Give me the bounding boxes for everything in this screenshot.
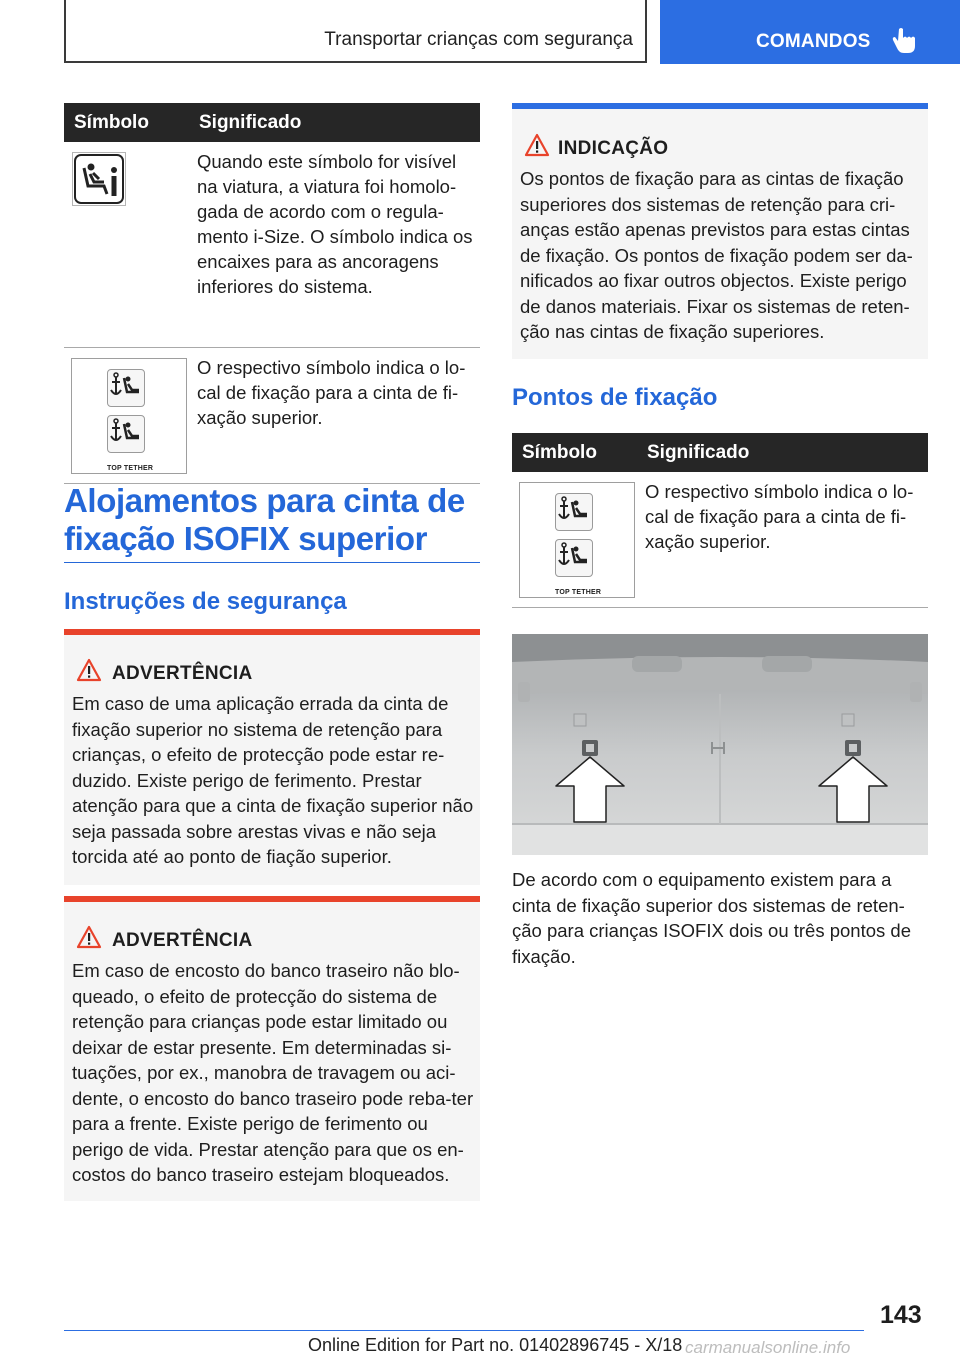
pointing-hand-icon — [892, 27, 916, 55]
tether-anchor-photo — [512, 634, 928, 855]
table-row — [512, 472, 928, 607]
table-row — [64, 347, 480, 483]
isize-symbol-icon — [72, 152, 126, 206]
symbol-table-left — [64, 103, 480, 484]
chapter-title: Transportar crianças com segurança — [324, 29, 633, 50]
footer-edition: Online Edition for Part no. 01402896745 - X/18 — [308, 1335, 683, 1355]
photo-caption: De acordo com o equipamento existem para a cinta de fixação superior dos sistemas de reten-ção para crianças ISOFIX dois ou três pontos de fixação. — [512, 869, 911, 967]
subheading-points: Pontos de fixação — [512, 384, 718, 411]
subheading-safety: Instruções de segurança — [64, 588, 347, 615]
warning-text: Em caso de encosto do banco traseiro não blo-queado, o efeito de protecção do sistema de retenção para crianças pode estar limitado ou deixar de estar presente. Em determinadas si-tuações, por ex., manobra de travagem ou aci-dente, o encosto do banco traseiro pode reba-ter para a frente. Existe perigo de ferimento ou perigo de vida. Prestar atenção para que os en-costos do banco traseiro estejam bloqueados. — [72, 960, 474, 1185]
heading-rule — [64, 562, 480, 563]
warning-triangle-icon — [76, 925, 102, 949]
top-tether-symbol — [71, 358, 187, 474]
col-header-symbol: Símbolo — [64, 103, 187, 142]
warning-title: ADVERTÊNCIA — [112, 663, 253, 684]
symbol-table-right — [512, 433, 928, 608]
page-number: 143 — [880, 1301, 922, 1329]
warning-box — [64, 896, 480, 1201]
anchor-seat-icon — [107, 415, 145, 453]
row-meaning: O respectivo símbolo indica o lo-cal de fixação para a cinta de fi-xação superior. — [635, 472, 928, 607]
warning-box — [64, 629, 480, 885]
top-tether-symbol — [519, 482, 635, 598]
section-heading: Alojamentos para cinta de fixação ISOFIX superior — [64, 482, 465, 557]
watermark: carmanualsonline.info — [685, 1338, 851, 1357]
col-header-symbol: Símbolo — [512, 433, 635, 472]
top-tether-caption: TOP TETHER — [555, 589, 602, 596]
section-tab-label: COMANDOS — [756, 31, 871, 52]
header-frame — [64, 0, 647, 63]
anchor-seat-icon — [555, 539, 593, 577]
col-header-meaning: Significado — [187, 103, 480, 142]
footer-rule — [64, 1330, 864, 1331]
top-tether-caption: TOP TETHER — [107, 464, 154, 472]
row-meaning: O respectivo símbolo indica o lo-cal de fixação para a cinta de fi-xação superior. — [187, 347, 480, 483]
warning-title: ADVERTÊNCIA — [112, 930, 253, 951]
anchor-seat-icon — [107, 369, 145, 407]
anchor-seat-icon — [555, 493, 593, 531]
notice-triangle-icon — [524, 133, 550, 157]
table-row — [64, 142, 480, 347]
note-title: INDICAÇÃO — [558, 138, 669, 159]
row-meaning: Quando este símbolo for visível na viatura, a viatura foi homolo-gada de acordo com o regula-mento i-Size. O símbolo indica os encaixes para as ancoragens inferiores do sistema. — [187, 142, 480, 347]
section-tab[interactable] — [660, 0, 960, 64]
warning-text: Em caso de uma aplicação errada da cinta de fixação superior no sistema de retenção para crianças, o efeito de protecção pode estar re-duzido. Existe perigo de ferimento. Prestar atenção para que a cinta de fixação superior não seja passada sobre arestas vivas e não seja torcida até ao ponto de fiação superior. — [72, 693, 474, 867]
col-header-meaning: Significado — [635, 433, 928, 472]
note-box — [512, 103, 928, 359]
note-text: Os pontos de fixação para as cintas de fixação superiores dos sistemas de retenção para cri-anças estão apenas previstos para estas cintas de fixação. Os pontos de fixação podem ser da-nificados ao fixar outros objectos. Existe perigo de danos materiais. Fixar os sistemas de reten-ção nas cintas de fixação superiores. — [520, 168, 913, 342]
warning-triangle-icon — [76, 658, 102, 682]
